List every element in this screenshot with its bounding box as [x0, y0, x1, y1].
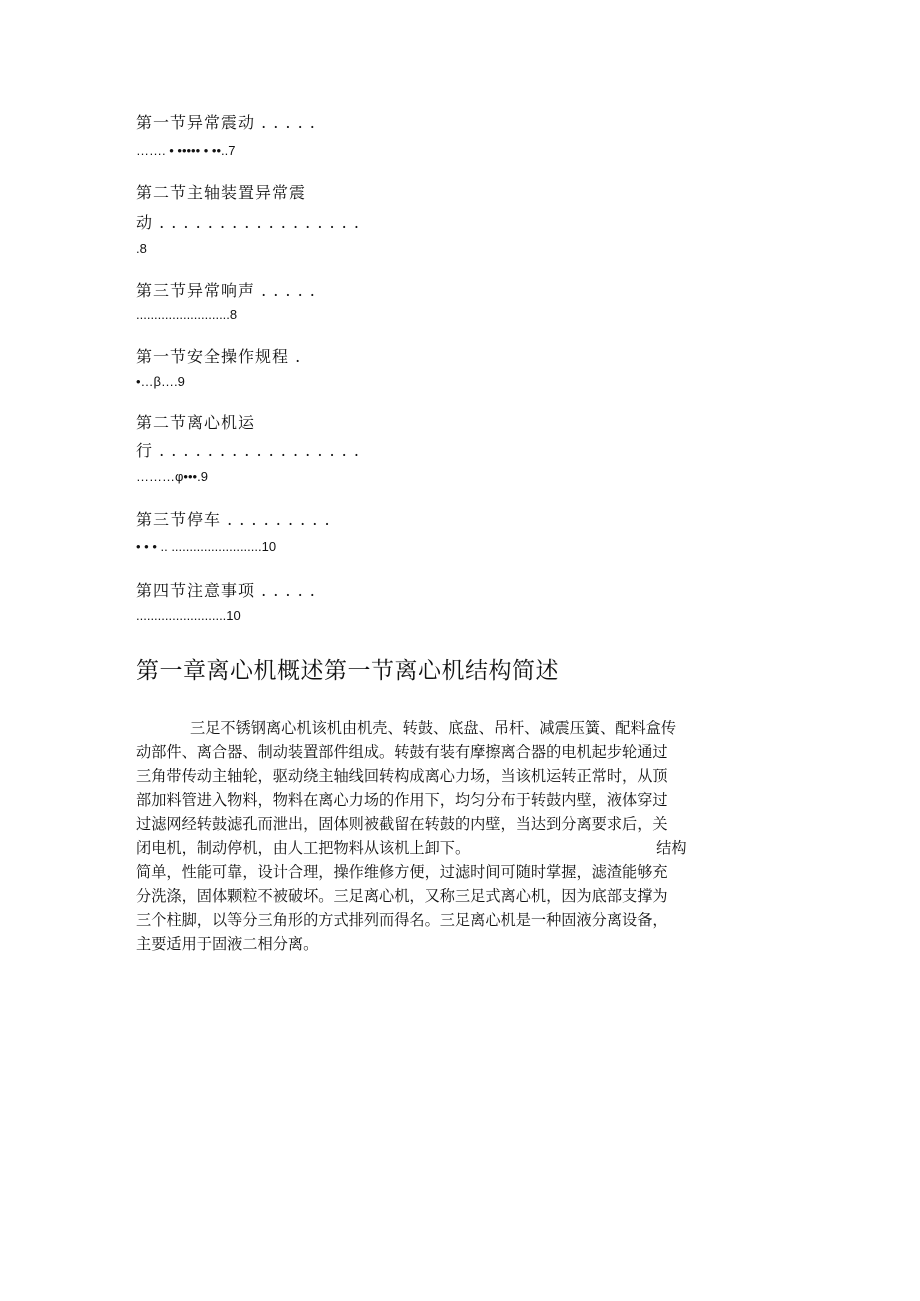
- toc-entry-title: 第三节停车 . . . . . . . . .: [136, 510, 331, 529]
- body-line: 部加料管进入物料，物料在离心力场的作用下，均匀分布于转鼓内壁，液体穿过: [136, 791, 668, 809]
- body-line-text: 闭电机，制动停机，由人工把物料从该机上卸下。: [136, 839, 471, 857]
- toc-entry-title: 第一节异常震动 . . . . .: [136, 113, 316, 132]
- body-line: 三足不锈钢离心机该机由机壳、转鼓、底盘、吊杆、减震压簧、配料盒传: [190, 719, 676, 737]
- body-line: 主要适用于固液二相分离。: [136, 935, 319, 953]
- toc-entry-title: 第一节安全操作规程 .: [136, 347, 302, 366]
- toc-entry-page-leader: ………φ•••.9: [136, 469, 208, 484]
- toc-entry-title: 第三节异常响声 . . . . .: [136, 281, 316, 300]
- body-line: 过滤网经转鼓滤孔而泄出，固体则被截留在转鼓的内壁，当达到分离要求后，关: [136, 815, 668, 833]
- toc-entry-title: 第二节离心机运: [136, 413, 256, 432]
- body-paragraph: [136, 716, 796, 956]
- body-line: 动部件、离合器、制动装置部件组成。转鼓有装有摩擦离合器的电机起步轮通过: [136, 743, 668, 761]
- toc-entry-page-leader: .........................10: [136, 608, 241, 623]
- toc-entry-page-leader: .8: [136, 241, 147, 256]
- toc-entry-title: 第四节注意事项 . . . . .: [136, 581, 316, 600]
- toc-entry-title: 第二节主轴装置异常震: [136, 183, 307, 202]
- toc-entry-page-leader: ……. • ••••• • ••..7: [136, 143, 236, 158]
- body-line: 简单，性能可靠，设计合理，操作维修方便，过滤时间可随时掌握，滤渣能够充: [136, 863, 668, 881]
- toc-entry-page-leader: ..........................8: [136, 307, 238, 322]
- toc-entry-title-continued: 行 . . . . . . . . . . . . . . . . .: [136, 441, 360, 460]
- body-line-with-tail: [136, 836, 796, 860]
- toc-entry-title-continued: 动 . . . . . . . . . . . . . . . . .: [136, 213, 360, 232]
- body-line: 三个柱脚，以等分三角形的方式排列而得名。三足离心机是一种固液分离设备，: [136, 911, 668, 929]
- toc-entry-page-leader: • • • .. .........................10: [136, 539, 277, 554]
- body-line: 三角带传动主轴轮，驱动绕主轴线回转构成离心力场，当该机运转正常时，从顶: [136, 767, 668, 785]
- chapter-title: 第一章离心机概述第一节离心机结构简述: [136, 658, 559, 684]
- body-line: 分洗涤，固体颗粒不被破坏。三足离心机，又称三足式离心机，因为底部支撑为: [136, 887, 668, 905]
- toc-entry-page-leader: •…β….9: [136, 374, 185, 389]
- body-tail-word: 结构: [656, 839, 687, 857]
